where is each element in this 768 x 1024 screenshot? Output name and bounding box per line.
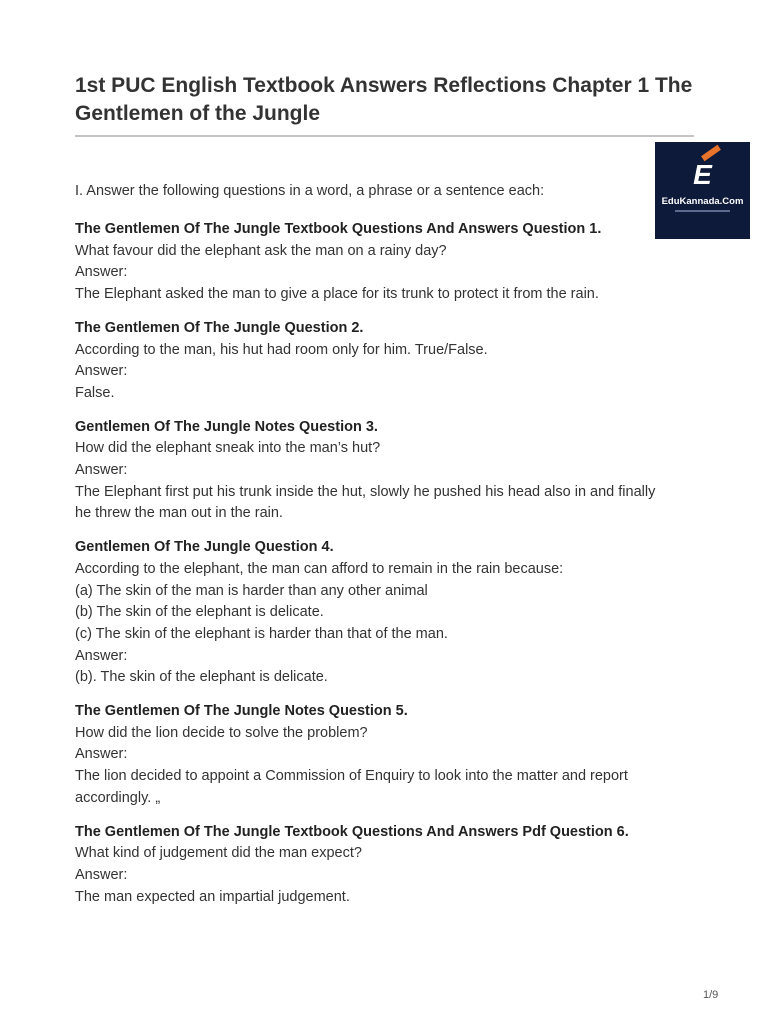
question-text: What favour did the elephant ask the man on a rainy day? <box>75 242 447 259</box>
answer-text: The Elephant asked the man to give a place for its trunk to protect it from the rain. <box>75 286 599 303</box>
question-heading: Gentlemen Of The Jungle Notes Question 3. <box>75 418 378 435</box>
intro-instruction: I. Answer the following questions in a word, a phrase or a sentence each: <box>75 183 545 199</box>
qa-item <box>75 701 695 810</box>
answer-text: he threw the man out in the rain. <box>75 505 283 522</box>
answer-text: accordingly. „ <box>75 789 161 806</box>
answer-text: The man expected an impartial judgement. <box>75 888 350 905</box>
title-divider <box>75 135 694 137</box>
question-heading: The Gentlemen Of The Jungle Question 2. <box>75 319 364 336</box>
answer-text: (b). The skin of the elephant is delicate. <box>75 669 328 686</box>
question-text: How did the lion decide to solve the problem? <box>75 724 368 741</box>
question-list <box>75 219 695 920</box>
question-text: What kind of judgement did the man expect? <box>75 845 362 862</box>
answer-label: Answer: <box>75 647 128 664</box>
logo-e-mark-icon: E <box>693 159 712 190</box>
answer-label: Answer: <box>75 866 128 883</box>
logo-underline <box>675 210 730 212</box>
page-title: 1st PUC English Textbook Answers Reflections Chapter 1 The Gentlemen of the Jungle <box>75 74 693 125</box>
logo-text: EduKannada.Com <box>661 196 744 207</box>
question-heading: The Gentlemen Of The Jungle Textbook Questions And Answers Pdf Question 6. <box>75 823 629 840</box>
answer-label: Answer: <box>75 746 128 763</box>
answer-label: Answer: <box>75 363 128 380</box>
question-text: (a) The skin of the man is harder than any other animal <box>75 582 428 599</box>
qa-item <box>75 822 695 909</box>
answer-text: The Elephant first put his trunk inside the hut, slowly he pushed his head also in and finally <box>75 483 656 500</box>
question-text: How did the elephant sneak into the man’s hut? <box>75 440 381 457</box>
question-text: According to the man, his hut had room only for him. True/False. <box>75 341 488 358</box>
question-heading: The Gentlemen Of The Jungle Notes Question 5. <box>75 703 408 720</box>
answer-text: The lion decided to appoint a Commission of Enquiry to look into the matter and report <box>75 768 628 785</box>
question-text: According to the elephant, the man can afford to remain in the rain because: <box>75 560 564 577</box>
question-text: (b) The skin of the elephant is delicate. <box>75 604 324 621</box>
page-number: 1/9 <box>703 989 719 1001</box>
question-text: (c) The skin of the elephant is harder than that of the man. <box>75 625 448 642</box>
question-heading: Gentlemen Of The Jungle Question 4. <box>75 539 334 556</box>
question-heading: The Gentlemen Of The Jungle Textbook Questions And Answers Question 1. <box>75 221 602 237</box>
answer-text: False. <box>75 384 115 401</box>
answer-label: Answer: <box>75 462 128 479</box>
qa-item <box>75 318 695 405</box>
qa-item <box>75 537 695 689</box>
qa-item <box>75 417 695 526</box>
answer-label: Answer: <box>75 264 128 281</box>
qa-item <box>75 219 695 306</box>
